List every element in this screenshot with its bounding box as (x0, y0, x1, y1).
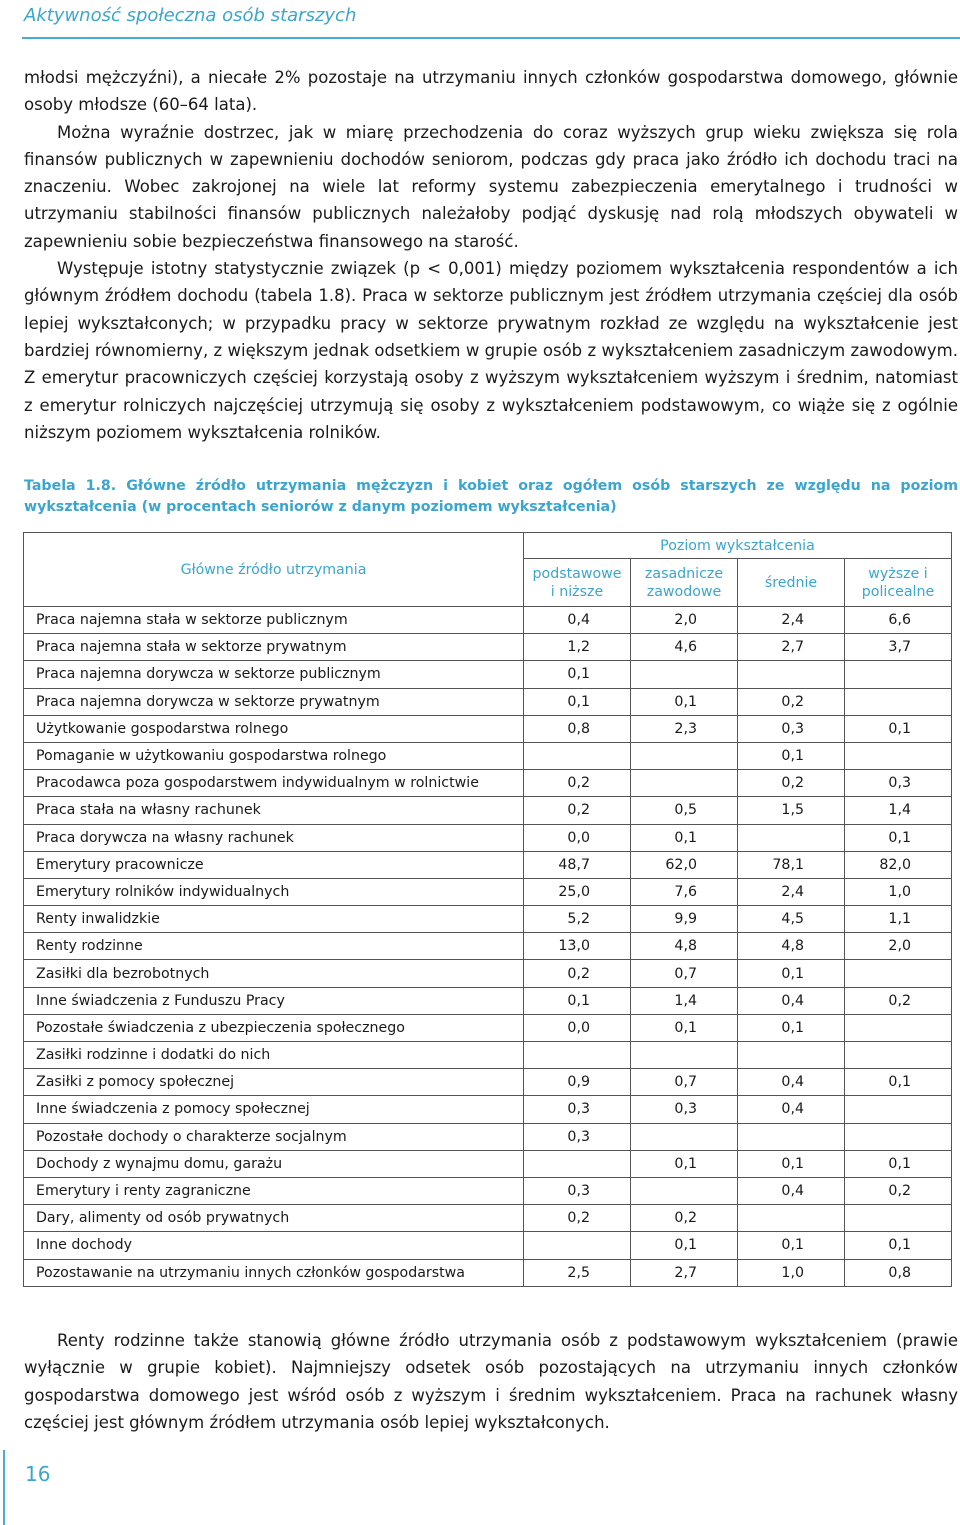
table-cell: 4,6 (631, 634, 738, 661)
table-cell: 0,1 (738, 1150, 845, 1177)
table-cell: 62,0 (631, 851, 738, 878)
table-cell: 0,3 (845, 770, 952, 797)
table-row (24, 1232, 952, 1259)
table-cell (631, 661, 738, 688)
table-cell: 3,7 (845, 634, 952, 661)
table-cell: 48,7 (524, 851, 631, 878)
table-row (24, 607, 952, 634)
table-cell: 0,1 (631, 824, 738, 851)
table-cell: 78,1 (738, 851, 845, 878)
table-cell: 2,7 (738, 634, 845, 661)
table-cell: 0,4 (738, 1096, 845, 1123)
table-cell: 0,1 (738, 1232, 845, 1259)
table-cell (845, 1096, 952, 1123)
table-cell (524, 1232, 631, 1259)
row-label: Emerytury pracownicze (24, 851, 524, 878)
table-cell: 0,4 (738, 987, 845, 1014)
table-cell: 25,0 (524, 878, 631, 905)
table-row (24, 1177, 952, 1204)
table-cell: 2,3 (631, 715, 738, 742)
column-header: wyższe i policealne (845, 559, 952, 607)
table-row (24, 1150, 952, 1177)
table-cell: 1,4 (845, 797, 952, 824)
table-cell: 0,1 (631, 1014, 738, 1041)
row-label: Dary, alimenty od osób prywatnych (24, 1205, 524, 1232)
table-cell: 0,3 (738, 715, 845, 742)
table-cell: 0,1 (631, 688, 738, 715)
table-cell (524, 742, 631, 769)
table-cell (845, 1123, 952, 1150)
table-cell: 0,8 (845, 1259, 952, 1286)
group-header: Poziom wykształcenia (524, 533, 952, 559)
table-row (24, 1014, 952, 1041)
table-row (24, 851, 952, 878)
row-label: Dochody z wynajmu domu, garażu (24, 1150, 524, 1177)
running-title: Aktywność społeczna osób starszych (24, 5, 357, 26)
table-cell: 0,9 (524, 1069, 631, 1096)
table-cell: 0,0 (524, 1014, 631, 1041)
row-label: Praca najemna dorywcza w sektorze publicznym (24, 661, 524, 688)
row-label: Praca najemna dorywcza w sektorze prywatnym (24, 688, 524, 715)
table-row (24, 770, 952, 797)
table-row (24, 1259, 952, 1286)
table-cell: 0,1 (845, 824, 952, 851)
table-cell: 0,2 (524, 770, 631, 797)
table-cell (738, 1123, 845, 1150)
row-label: Praca stała na własny rachunek (24, 797, 524, 824)
table-cell (845, 1205, 952, 1232)
table-cell: 2,0 (631, 607, 738, 634)
row-label: Praca dorywcza na własny rachunek (24, 824, 524, 851)
table-row (24, 1205, 952, 1232)
table-cell: 0,1 (845, 1150, 952, 1177)
table-cell: 5,2 (524, 906, 631, 933)
table-cell: 0,1 (631, 1150, 738, 1177)
table-cell: 0,2 (631, 1205, 738, 1232)
table-cell (738, 1205, 845, 1232)
paragraph: młodsi mężczyźni), a niecałe 2% pozostaje na utrzymaniu innych członków gospodarstwa domowego, głównie osoby młodsze (60–64 lata). (24, 68, 958, 115)
row-label: Inne świadczenia z Funduszu Pracy (24, 987, 524, 1014)
table-cell: 9,9 (631, 906, 738, 933)
table-cell: 6,6 (845, 607, 952, 634)
table-cell: 0,0 (524, 824, 631, 851)
table-row (24, 906, 952, 933)
table-cell: 2,4 (738, 607, 845, 634)
table-cell (738, 824, 845, 851)
table-cell (845, 1014, 952, 1041)
table-cell (524, 1150, 631, 1177)
row-label: Pomaganie w użytkowaniu gospodarstwa rolnego (24, 742, 524, 769)
table-cell: 1,2 (524, 634, 631, 661)
table-cell (845, 661, 952, 688)
table-cell (845, 1042, 952, 1069)
row-label: Praca najemna stała w sektorze publicznym (24, 607, 524, 634)
table-cell: 0,2 (524, 960, 631, 987)
row-label: Pozostawanie na utrzymaniu innych członków gospodarstwa (24, 1259, 524, 1286)
table-cell: 0,2 (524, 1205, 631, 1232)
table-cell (631, 742, 738, 769)
table-cell: 0,1 (524, 661, 631, 688)
table-cell: 0,4 (738, 1069, 845, 1096)
table-cell: 1,5 (738, 797, 845, 824)
table-cell: 4,8 (631, 933, 738, 960)
table-cell: 0,3 (524, 1096, 631, 1123)
paragraph: Można wyraźnie dostrzec, jak w miarę przechodzenia do coraz wyższych grup wieku zwiększa się rola finansów publicznych w zapewnieniu dochodów seniorom, podczas gdy praca jako źródło ich dochodu traci na znaczeniu. Wobec zakrojonej na wiele lat reformy systemu zabezpieczenia emerytalnego i trudności w utrzymaniu stabilności finansów publicznych należałoby podjąć dyskusję nad rolą młodszych obywateli w zapewnieniu sobie bezpieczeństwa finansowego na starość. (24, 122, 958, 251)
table-row (24, 824, 952, 851)
table-caption-text: Główne źródło utrzymania mężczyzn i kobiet oraz ogółem osób starszych ze względu na poziom wykształcenia (w procentach seniorów z danym poziomem wykształcenia) (24, 478, 958, 515)
table-cell (738, 661, 845, 688)
table-cell: 0,1 (738, 1014, 845, 1041)
table-cell (631, 1042, 738, 1069)
page-number: 16 (25, 1462, 51, 1486)
table-row (24, 933, 952, 960)
body-text-bottom (24, 1327, 958, 1436)
row-label: Renty rodzinne (24, 933, 524, 960)
table-cell (631, 1123, 738, 1150)
table-cell: 2,4 (738, 878, 845, 905)
table-cell: 0,1 (738, 742, 845, 769)
table-cell: 0,4 (524, 607, 631, 634)
row-header: Główne źródło utrzymania (24, 533, 524, 607)
table-cell: 0,2 (845, 1177, 952, 1204)
table-cell: 0,1 (845, 1232, 952, 1259)
table-row (24, 661, 952, 688)
table-row (24, 634, 952, 661)
table-cell: 0,2 (738, 770, 845, 797)
row-label: Pracodawca poza gospodarstwem indywidualnym w rolnictwie (24, 770, 524, 797)
paragraph: Renty rodzinne także stanowią główne źródło utrzymania osób z podstawowym wykształceniem (prawie wyłącznie w grupie kobiet). Najmniejszy odsetek osób pozostających na utrzymaniu innych członków gospodarstwa domowego jest wśród osób z wyższym i średnim wykształceniem. Praca na rachunek własny częściej jest głównym źródłem utrzymania osób lepiej wykształconych. (24, 1331, 958, 1432)
table-cell: 0,2 (738, 688, 845, 715)
table-cell (845, 742, 952, 769)
table-cell: 0,3 (631, 1096, 738, 1123)
table-cell: 4,5 (738, 906, 845, 933)
table-row (24, 878, 952, 905)
table-cell: 0,3 (524, 1177, 631, 1204)
column-header: zasadnicze zawodowe (631, 559, 738, 607)
table-row (24, 987, 952, 1014)
row-label: Emerytury i renty zagraniczne (24, 1177, 524, 1204)
table-cell: 2,5 (524, 1259, 631, 1286)
table-cell: 0,4 (738, 1177, 845, 1204)
column-header: średnie (738, 559, 845, 607)
table-cell (631, 770, 738, 797)
table-caption-label: Tabela 1.8. (24, 478, 117, 494)
table-cell: 0,8 (524, 715, 631, 742)
row-label: Inne świadczenia z pomocy społecznej (24, 1096, 524, 1123)
row-label: Emerytury rolników indywidualnych (24, 878, 524, 905)
row-label: Inne dochody (24, 1232, 524, 1259)
table-cell: 0,5 (631, 797, 738, 824)
table-cell: 2,0 (845, 933, 952, 960)
table-row (24, 1042, 952, 1069)
table-row (24, 1123, 952, 1150)
table-cell (524, 1042, 631, 1069)
paragraph: Występuje istotny statystycznie związek (p < 0,001) między poziomem wykształcenia respondentów a ich głównym źródłem dochodu (tabela 1.8). Praca w sektorze publicznym jest źródłem utrzymania częściej dla osób lepiej wykształconych; w przypadku pracy w sektorze prywatnym rozkład ze względu na wykształcenie jest bardziej równomierny, z większym jednak odsetkiem w grupie osób z wykształceniem zasadniczym zawodowym. Z emerytur pracowniczych częściej korzystają osoby z wyższym wykształceniem wyższym i średnim, natomiast z emerytur rolniczych najczęściej utrzymują się osoby z wykształceniem podstawowym, co wiąże się z ogólnie niższym poziomem wykształcenia rolników. (24, 259, 958, 442)
table-row (24, 797, 952, 824)
table-cell: 4,8 (738, 933, 845, 960)
table-row (24, 715, 952, 742)
column-header: podstawowe i niższe (524, 559, 631, 607)
row-label: Użytkowanie gospodarstwa rolnego (24, 715, 524, 742)
row-label: Zasiłki z pomocy społecznej (24, 1069, 524, 1096)
table-cell: 0,1 (845, 1069, 952, 1096)
table-cell: 0,7 (631, 960, 738, 987)
table-cell (631, 1177, 738, 1204)
table-cell: 0,1 (524, 987, 631, 1014)
table-cell: 7,6 (631, 878, 738, 905)
table-cell: 1,1 (845, 906, 952, 933)
table-cell: 0,1 (738, 960, 845, 987)
row-label: Zasiłki dla bezrobotnych (24, 960, 524, 987)
table-cell: 0,1 (631, 1232, 738, 1259)
table-cell: 1,0 (845, 878, 952, 905)
table-cell: 0,3 (524, 1123, 631, 1150)
table-cell: 1,4 (631, 987, 738, 1014)
table-cell (845, 960, 952, 987)
table-row (24, 688, 952, 715)
row-label: Pozostałe świadczenia z ubezpieczenia społecznego (24, 1014, 524, 1041)
table-cell: 0,1 (524, 688, 631, 715)
table-row (24, 742, 952, 769)
table-cell (738, 1042, 845, 1069)
header-rule (22, 37, 960, 39)
row-label: Praca najemna stała w sektorze prywatnym (24, 634, 524, 661)
table-cell: 0,7 (631, 1069, 738, 1096)
row-label: Renty inwalidzkie (24, 906, 524, 933)
table-cell: 0,2 (845, 987, 952, 1014)
table-cell: 1,0 (738, 1259, 845, 1286)
table-cell: 2,7 (631, 1259, 738, 1286)
table-cell (845, 688, 952, 715)
body-text-top (24, 64, 958, 446)
table-row (24, 1096, 952, 1123)
table-cell: 13,0 (524, 933, 631, 960)
data-table (23, 532, 952, 1287)
table-row (24, 960, 952, 987)
table-cell: 82,0 (845, 851, 952, 878)
margin-rule (3, 1450, 5, 1525)
row-label: Pozostałe dochody o charakterze socjalnym (24, 1123, 524, 1150)
row-label: Zasiłki rodzinne i dodatki do nich (24, 1042, 524, 1069)
table-cell: 0,2 (524, 797, 631, 824)
table-row (24, 1069, 952, 1096)
table-caption (24, 476, 958, 518)
table-cell: 0,1 (845, 715, 952, 742)
table-body (24, 607, 952, 1287)
